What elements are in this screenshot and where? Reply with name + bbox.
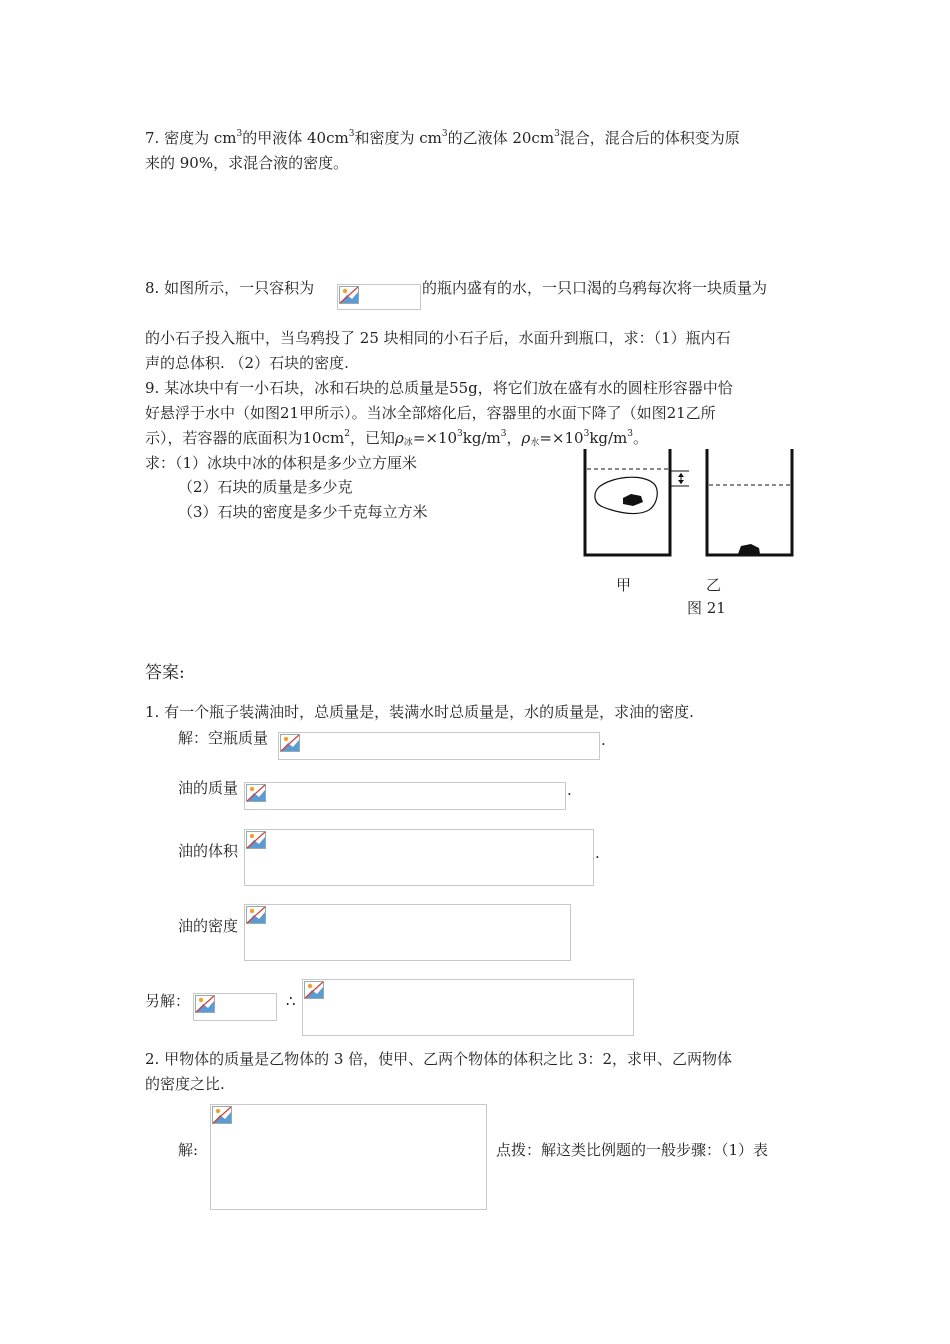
a1-question: 1. 有一个瓶子装满油时，总质量是，装满水时总质量是，水的质量是，求油的密度. xyxy=(145,703,694,721)
broken-image-icon xyxy=(246,784,266,802)
formula-image xyxy=(210,1104,487,1210)
a2-tip: 点拨：解这类比例题的一般步骤：（1）表 xyxy=(496,1141,769,1159)
broken-image-icon xyxy=(339,286,359,304)
q9-ask2: （2）石块的质量是多少克 xyxy=(178,478,353,496)
fig-caption: 图 21 xyxy=(687,599,726,617)
container-yi xyxy=(707,449,792,555)
formula-image xyxy=(278,732,600,760)
answers-heading: 答案: xyxy=(145,663,185,683)
q8-line3: 声的总体积. （2）石块的密度. xyxy=(145,354,349,372)
q9-line1: 9. 某冰块中有一小石块，冰和石块的总质量是55g，将它们放在盛有水的圆柱形容器中恰 xyxy=(145,379,733,397)
figure-21-containers xyxy=(575,445,805,560)
q7-line1: 7. 密度为 $cm^3$的甲液体 $40cm^3$和密度为 $cm^3$的乙液体 $20cm^3$混合，混合后的体积变为原 xyxy=(145,129,740,147)
q9-ask3: （3）石块的密度是多少千克每立方米 xyxy=(178,503,428,521)
q8-line1a: 8. 如图所示，一只容积为 xyxy=(145,279,315,297)
a2-question-line1: 2. 甲物体的质量是乙物体的 3 倍，使甲、乙两个物体的体积之比 3：2，求甲、乙两物体 xyxy=(145,1050,733,1068)
period: . xyxy=(567,781,572,799)
therefore-symbol: ∴ xyxy=(286,992,296,1010)
container-jia xyxy=(585,449,689,555)
a1-step1-label: 解：空瓶质量 xyxy=(178,729,269,747)
a2-solution-label: 解: xyxy=(178,1141,199,1159)
a1-step4-label: 油的密度 xyxy=(178,917,239,935)
formula-image xyxy=(302,979,634,1036)
q9-line2: 好悬浮于水中（如图21甲所示）。当冰全部熔化后，容器里的水面下降了（如图21乙所 xyxy=(145,404,716,422)
period: . xyxy=(595,844,600,862)
a2-question-line2: 的密度之比. xyxy=(145,1075,225,1093)
fig-label-jia: 甲 xyxy=(616,576,632,594)
broken-image-icon xyxy=(304,981,324,999)
a1-step3-label: 油的体积 xyxy=(178,842,239,860)
formula-image xyxy=(244,829,594,886)
broken-image-icon xyxy=(195,995,215,1013)
broken-image-icon xyxy=(212,1106,232,1124)
q9-line3: 示），若容器的底面积为$10cm^2$，已知$\rho_冰=\times 10^3kg/m^3$，$\rho_水=\times 10^3kg/m^3$。 xyxy=(145,429,649,448)
q8-line2: 的小石子投入瓶中，当乌鸦投了 25 块相同的小石子后，水面升到瓶口，求：（1）瓶内石 xyxy=(145,329,731,347)
q7-line2: 来的 90%，求混合液的密度。 xyxy=(145,154,349,172)
period: . xyxy=(601,731,606,749)
a1-alt-label: 另解： xyxy=(145,992,191,1010)
formula-image xyxy=(193,993,277,1021)
q9-ask1: 求：（1）冰块中冰的体积是多少立方厘米 xyxy=(145,454,418,472)
image-placeholder xyxy=(337,284,421,310)
a1-step2-label: 油的质量 xyxy=(178,779,239,797)
fig-label-yi: 乙 xyxy=(706,576,722,594)
broken-image-icon xyxy=(246,831,266,849)
formula-image xyxy=(244,782,566,810)
formula-image xyxy=(244,904,571,961)
q8-line1b: 的瓶内盛有的水，一只口渴的乌鸦每次将一块质量为 xyxy=(422,279,768,297)
broken-image-icon xyxy=(280,734,300,752)
broken-image-icon xyxy=(246,906,266,924)
